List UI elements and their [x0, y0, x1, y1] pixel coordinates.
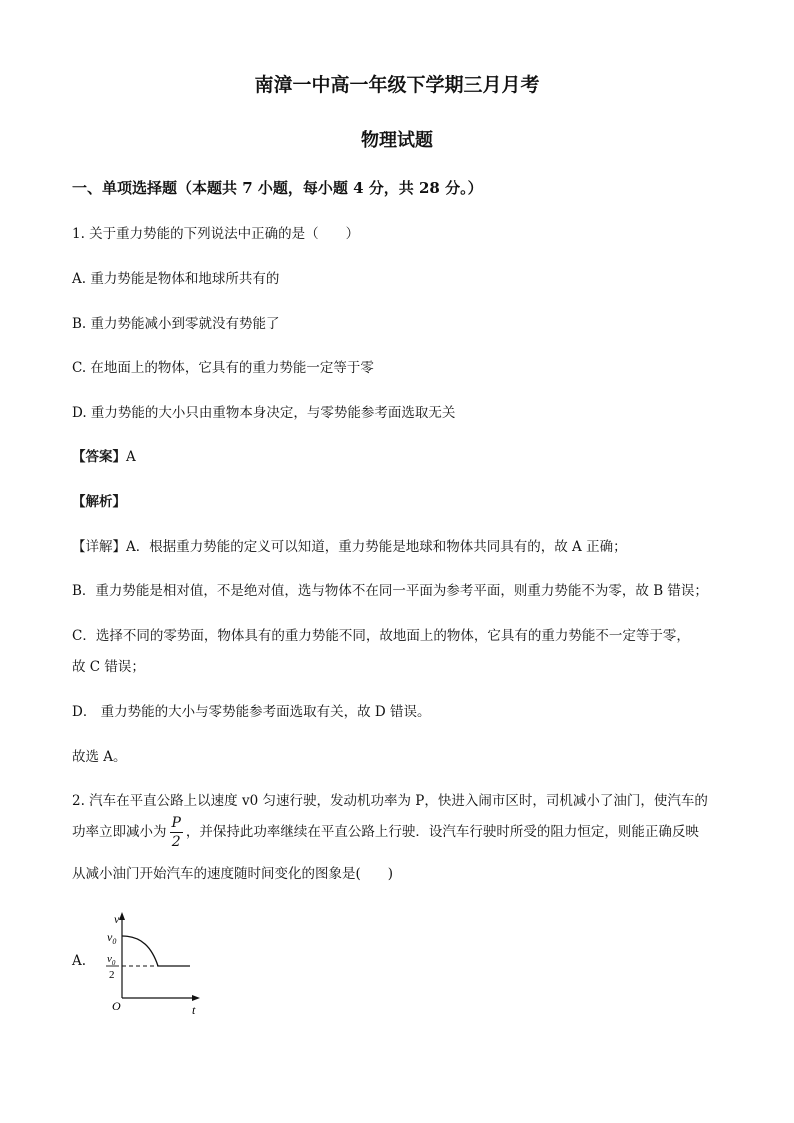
question-2-line-1: 2. 汽车在平直公路上以速度 v0 匀速行驶，发动机功率为 P，快进入闹市区时，司机减小了油门，使汽车的 — [72, 793, 708, 809]
question-1-option-c: C. 在地面上的物体，它具有的重力势能一定等于零 — [72, 360, 374, 376]
question-2-line-2: 功率立即减小为 $\frac{P}{2}$ ，并保持此功率继续在平直公路上行驶．设汽车行驶时所受的阻力恒定，则能正确反映 — [72, 815, 699, 850]
detail-line-c: C．选择不同的零势面，物体具有的重力势能不同，故地面上的物体，它具有的重力势能不一定等于零， — [72, 628, 690, 644]
fraction-p-over-2: $\frac{P}{2}$ — [171, 815, 181, 850]
detail-line-b: B．重力势能是相对值，不是绝对值，选与物体不在同一平面为参考平面，则重力势能不为零，故 B 错误； — [72, 583, 708, 599]
x-axis-arrow — [192, 995, 200, 1001]
question-1-option-d: D. 重力势能的大小只由重物本身决定，与零势能参考面选取无关 — [72, 405, 456, 421]
v0-label: $v_0$ — [107, 930, 117, 946]
detail-line-c-cont: 故 C 错误； — [72, 659, 145, 675]
answer-value: A — [126, 449, 136, 465]
y-axis-arrow — [119, 912, 125, 920]
detail-line-d: D． 重力势能的大小与零势能参考面选取有关，故 D 错误。 — [72, 704, 431, 720]
section-heading: 一、单项选择题（本题共 7 小题，每小题 4 分，共 28 分。） — [72, 179, 483, 197]
detail-line-a: 【详解】A．根据重力势能的定义可以知道，重力势能是地球和物体共同具有的，故 A 正确； — [72, 539, 627, 555]
option-a-velocity-graph — [100, 910, 210, 1015]
question-1-option-a: A. 重力势能是物体和地球所共有的 — [72, 271, 280, 287]
analysis-tag: 【解析】 — [72, 494, 126, 510]
option-a-label: A. — [72, 953, 87, 969]
velocity-curve — [122, 936, 158, 966]
detail-conclusion: 故选 A。 — [72, 749, 127, 765]
y-axis-label: v — [114, 912, 120, 926]
half-v0-numerator: $v_0$ — [107, 953, 116, 967]
question-1-stem: 1. 关于重力势能的下列说法中正确的是（ ） — [72, 226, 360, 242]
answer-tag: 【答案】 — [72, 449, 126, 465]
origin-label: O — [112, 999, 121, 1013]
question-1-option-b: B. 重力势能减小到零就没有势能了 — [72, 316, 280, 332]
x-axis-label: t — [192, 1003, 196, 1015]
page-subtitle: 物理试题 — [361, 130, 433, 151]
page-title: 南漳一中高一年级下学期三月月考 — [254, 74, 540, 96]
answer-line — [72, 445, 136, 465]
question-2-line-3: 从减小油门开始汽车的速度随时间变化的图象是( ) — [72, 866, 394, 882]
half-v0-denominator: 2 — [109, 969, 115, 981]
